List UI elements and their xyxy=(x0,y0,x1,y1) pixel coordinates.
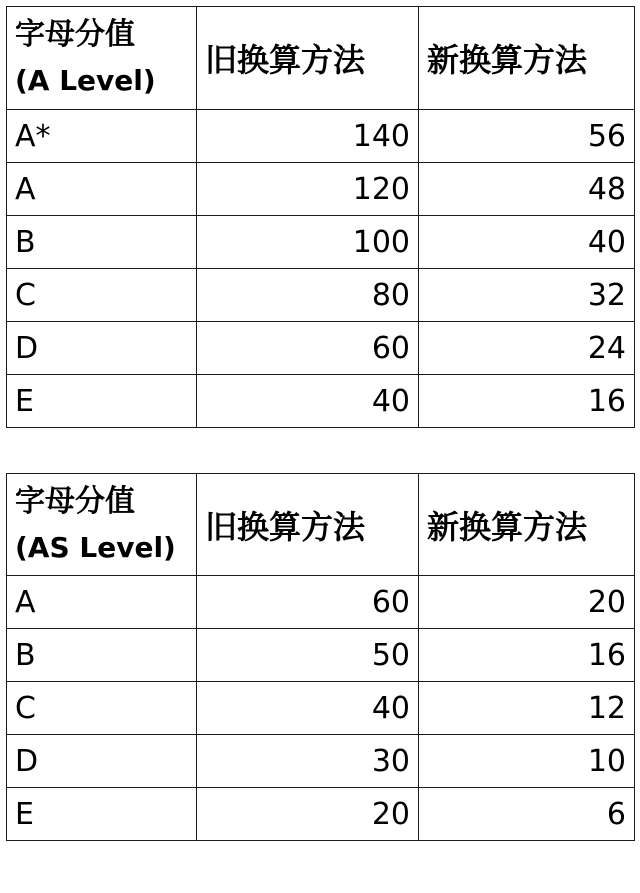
grade-column-header xyxy=(7,7,197,110)
grade-cell: A* xyxy=(7,110,197,163)
new-value-cell: 6 xyxy=(419,788,635,841)
grade-cell: D xyxy=(7,322,197,375)
table-row xyxy=(7,576,635,629)
grade-cell: C xyxy=(7,269,197,322)
table-row xyxy=(7,629,635,682)
grade-column-subtitle: (AS Level) xyxy=(15,530,176,564)
new-value-cell: 56 xyxy=(419,110,635,163)
table-row xyxy=(7,269,635,322)
old-value-cell: 140 xyxy=(197,110,419,163)
table-row xyxy=(7,735,635,788)
new-method-header: 新换算方法 xyxy=(419,7,635,110)
old-value-cell: 80 xyxy=(197,269,419,322)
grade-cell: C xyxy=(7,682,197,735)
grade-cell: A xyxy=(7,576,197,629)
grade-column-title: 字母分值 xyxy=(15,483,135,519)
old-value-cell: 50 xyxy=(197,629,419,682)
new-value-cell: 16 xyxy=(419,629,635,682)
old-value-cell: 120 xyxy=(197,163,419,216)
table-row xyxy=(7,110,635,163)
old-value-cell: 40 xyxy=(197,375,419,428)
table-row xyxy=(7,682,635,735)
old-value-cell: 60 xyxy=(197,322,419,375)
new-value-cell: 20 xyxy=(419,576,635,629)
a-level-table xyxy=(6,6,635,428)
grade-cell: B xyxy=(7,216,197,269)
new-value-cell: 32 xyxy=(419,269,635,322)
as-level-table xyxy=(6,473,635,841)
new-value-cell: 12 xyxy=(419,682,635,735)
table-header-row xyxy=(7,474,635,576)
old-method-header: 旧换算方法 xyxy=(197,7,419,110)
table-row xyxy=(7,788,635,841)
old-method-header: 旧换算方法 xyxy=(197,474,419,576)
table-row xyxy=(7,163,635,216)
grade-cell: D xyxy=(7,735,197,788)
grade-cell: A xyxy=(7,163,197,216)
grade-cell: E xyxy=(7,375,197,428)
new-method-header: 新换算方法 xyxy=(419,474,635,576)
table-row xyxy=(7,216,635,269)
table-row xyxy=(7,375,635,428)
new-value-cell: 16 xyxy=(419,375,635,428)
old-value-cell: 40 xyxy=(197,682,419,735)
grade-column-header xyxy=(7,474,197,576)
new-value-cell: 40 xyxy=(419,216,635,269)
grade-column-subtitle: (A Level) xyxy=(15,64,156,97)
grade-column-title: 字母分值 xyxy=(15,17,135,52)
old-value-cell: 60 xyxy=(197,576,419,629)
new-value-cell: 24 xyxy=(419,322,635,375)
new-value-cell: 48 xyxy=(419,163,635,216)
old-value-cell: 20 xyxy=(197,788,419,841)
old-value-cell: 30 xyxy=(197,735,419,788)
table-header-row xyxy=(7,7,635,110)
grade-cell: B xyxy=(7,629,197,682)
table-row xyxy=(7,322,635,375)
grade-cell: E xyxy=(7,788,197,841)
old-value-cell: 100 xyxy=(197,216,419,269)
new-value-cell: 10 xyxy=(419,735,635,788)
